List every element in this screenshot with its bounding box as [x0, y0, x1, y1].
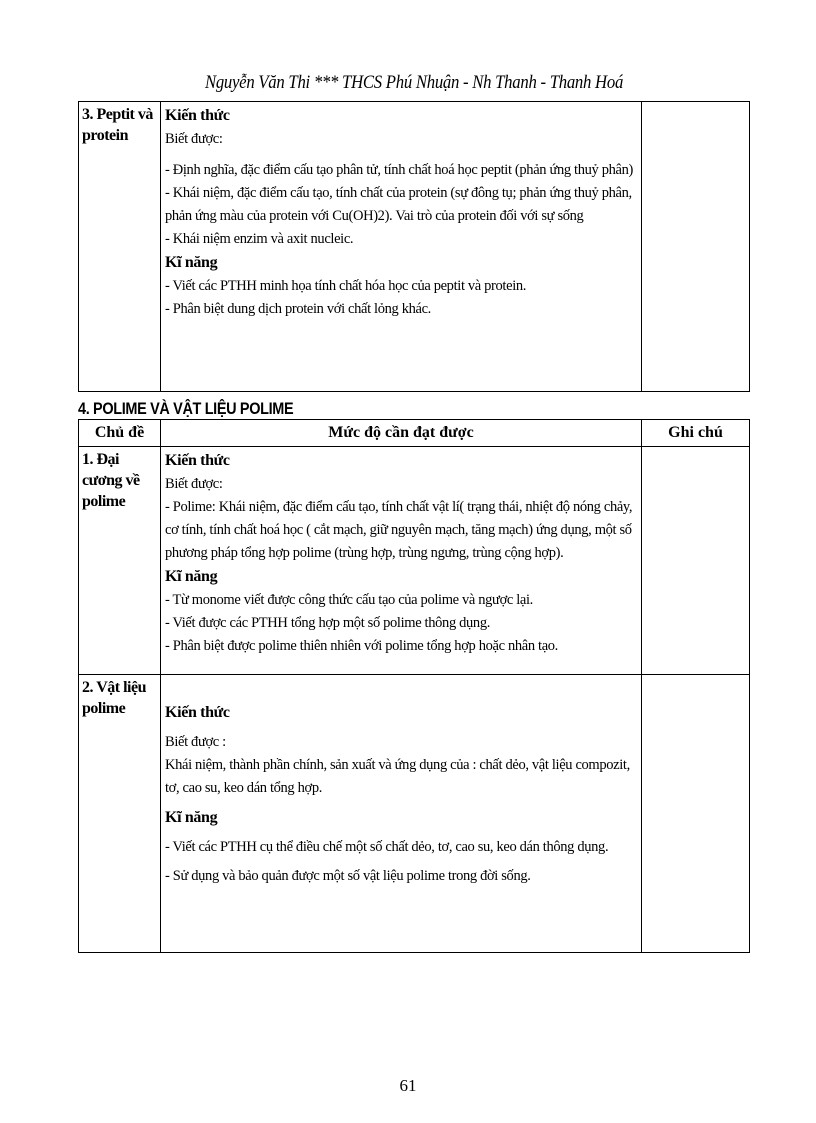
know-item: - Khái niệm, đặc điểm cấu tạo, tính chất của protein (sự đông tụ; phản ứng thuỷ phân, phản ứng màu của protein với Cu(OH)2). Vai trò của protein đối với sự sống [165, 185, 632, 224]
knowledge-heading: Kiến thức [165, 704, 230, 721]
content-cell [161, 102, 642, 392]
header-topic: Chủ đề [79, 420, 161, 447]
content-cell [161, 675, 642, 953]
skills-heading: Kĩ năng [165, 254, 218, 271]
skills-heading: Kĩ năng [165, 568, 218, 585]
note-cell [642, 102, 750, 392]
knowledge-heading: Kiến thức [165, 107, 230, 124]
know-item: - Khái niệm enzim và axit nucleic. [165, 231, 354, 247]
skill-item: - Viết các PTHH minh họa tính chất hóa học của peptit và protein. [165, 278, 527, 294]
knowledge-heading: Kiến thức [165, 452, 230, 469]
skill-item: - Phân biệt dung dịch protein với chất lỏng khác. [165, 301, 431, 317]
skill-item: - Sử dụng và bảo quản được một số vật liệu polime trong đời sống. [165, 868, 531, 884]
table-row [79, 102, 750, 392]
skill-item: - Viết các PTHH cụ thể điều chế một số chất dẻo, tơ, cao su, keo dán thông dụng. [165, 839, 609, 855]
know-label: Biết được : [165, 734, 226, 750]
table-header-row [79, 420, 750, 447]
topic-cell: 1. Đại cương về polime [79, 447, 161, 675]
topic-cell: 3. Peptit và protein [79, 102, 161, 392]
skill-item: - Phân biệt được polime thiên nhiên với polime tổng hợp hoặc nhân tạo. [165, 638, 558, 654]
skill-item: - Viết được các PTHH tổng hợp một số polime thông dụng. [165, 615, 490, 631]
know-label: Biết được: [165, 476, 223, 492]
section-title: 4. POLIME VÀ VẬT LIỆU POLIME [78, 399, 294, 418]
header-level: Mức độ cần đạt được [161, 420, 642, 447]
note-cell [642, 447, 750, 675]
topic-cell: 2. Vật liệu polime [79, 675, 161, 953]
know-label: Biết được: [165, 131, 223, 147]
polymer-table [78, 419, 750, 953]
know-item: - Polime: Khái niệm, đặc điểm cấu tạo, tính chất vật lí( trạng thái, nhiệt độ nóng chảy, cơ tính, tính chất hoá học ( cắt mạch, giữ nguyên mạch, tăng mạch) ứng dụng, một số phương pháp tổng hợp polime (trùng hợp, trùng ngưng, trùng cộng hợp). [165, 499, 633, 561]
know-item: Khái niệm, thành phần chính, sản xuất và ứng dụng của : chất dẻo, vật liệu compozit, tơ, cao su, keo dán tổng hợp. [165, 757, 630, 796]
content-cell [161, 447, 642, 675]
table-row [79, 675, 750, 953]
page-number: 61 [399, 1076, 417, 1095]
table-row [79, 447, 750, 675]
peptide-protein-table [78, 101, 750, 392]
skills-heading: Kĩ năng [165, 809, 218, 826]
note-cell [642, 675, 750, 953]
header-note: Ghi chú [642, 420, 750, 447]
know-item: - Định nghĩa, đặc điểm cấu tạo phân tử, tính chất hoá học peptit (phản ứng thuỷ phân) [165, 162, 633, 178]
page-header: Nguyễn Văn Thi *** THCS Phú Nhuận - Nh Thanh - Thanh Hoá [204, 72, 624, 93]
skill-item: - Từ monome viết được công thức cấu tạo của polime và ngược lại. [165, 592, 533, 608]
